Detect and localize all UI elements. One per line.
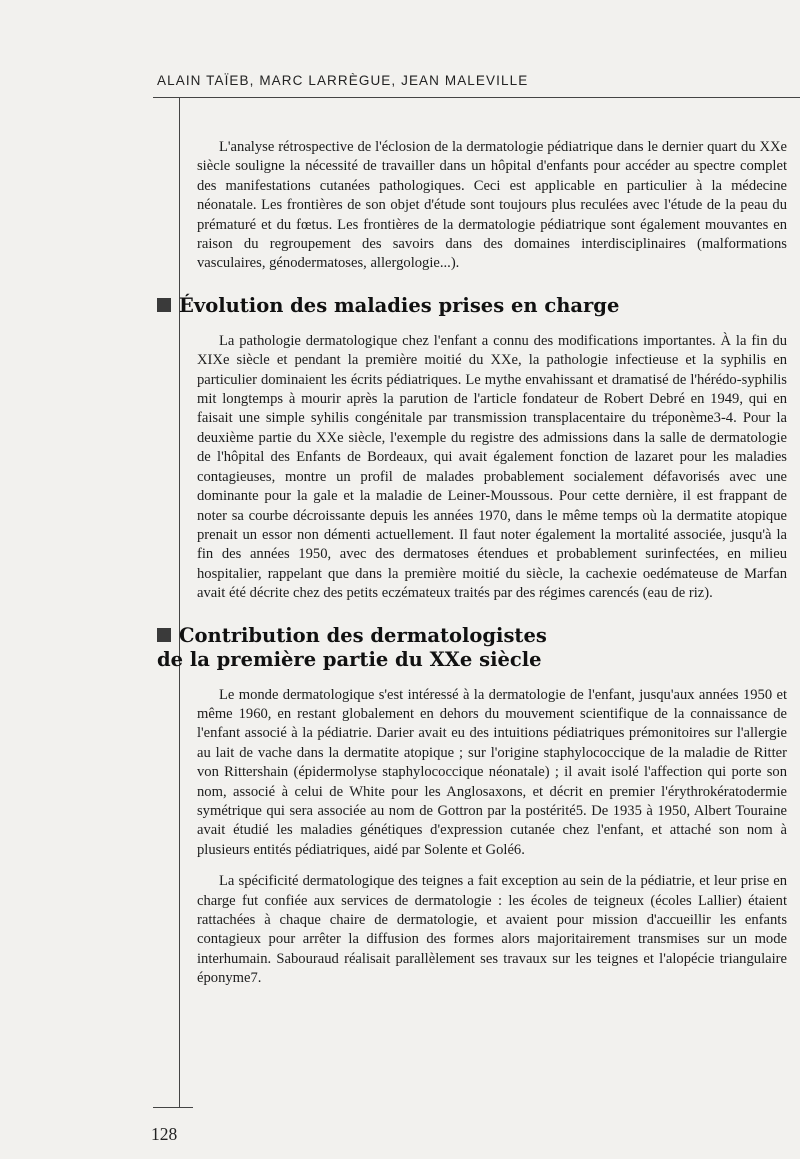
body-text (157, 138, 787, 989)
page-number: 128 (151, 1124, 178, 1144)
contribution-paragraph-1: Le monde dermatologique s'est intéressé à la dermatologie de l'enfant, jusqu'aux années 1950 et même 1960, en restant globalement en dehors du mouvement scientifique de la connaissance de l'enfant associé à la pédiatrie. Darier avait eu des intuitions pédiatriques prémonitoires sur l'allergie au lait de vache dans la dermatite atopique ; sur l'origine staphylococcique de la maladie de Ritter von Rittershain (épidermolyse staphylococcique néonatale) ; il avait isolé l'affection qui porte son nom, associé à celui de White pour les Anglosaxons, et décrit en premier l'érythrokératodermie symétrique qui sera associée au nom de Gottron par la postérité5. De 1935 à 1950, Albert Touraine avait étudié les maladies génétiques d'expression cutanée chez l'enfant, et attaché son nom à plusieurs entités pédiatriques, aidé par Solente et Golé6. (197, 686, 787, 858)
section-heading-evolution (157, 294, 787, 318)
running-header-authors: ALAIN TAÏEB, MARC LARRÈGUE, JEAN MALEVILLE (157, 73, 529, 88)
section-heading-contribution (157, 624, 787, 672)
footer-rule (153, 1107, 193, 1108)
contribution-paragraph-2: La spécificité dermatologique des teignes a fait exception au sein de la pédiatrie, et leur prise en charge fut confiée aux services de dermatologie : les écoles de teigneux (écoles Lallier) étaient rattachées à chaque chaire de dermatologie, et avaient pour mission d'accueillir les enfants contagieux pour arrêter la diffusion des formes alors majoritairement transmises sur un mode interhumain. Sabouraud réalisait parallèlement ses travaux sur les teignes et l'alopécie triangulaire éponyme7. (197, 873, 787, 987)
margin-rule (179, 98, 180, 1108)
square-bullet-icon (157, 298, 171, 312)
section-heading-contribution-line1: Contribution des dermatologistes (179, 623, 547, 647)
evolution-paragraph: La pathologie dermatologique chez l'enfant a connu des modifications importantes. À la fin du XIXe siècle et pendant la première moitié du XXe, la pathologie infectieuse et la syphilis en particulier dominaient les écrits pédiatriques. Le mythe envahissant et dramatisé de l'hérédo-syphilis mit longtemps à mourir après la parution de l'article fondateur de Robert Debré en 1949, qui en faisait une simple syhilis congénitale par transmission transplacentaire du tréponème3-4. Pour la deuxième partie du XXe siècle, l'exemple du registre des admissions dans la salle de dermatologie de l'hôpital des Enfants de Bordeaux, qui avait également fonction de lazaret pour les maladies contagieuses, montre un profil de malades probablement socialement défavorisés avec une dominante pour la gale et la maladie de Leiner-Moussous. Pour cette dernière, il est frappant de noter sa courbe décroissante depuis les années 1970, dans le même temps où la dermatite atopique prenait un essor non démenti actuellement. Il faut noter également la mortalité associée, jusqu'à la fin des années 1950, avec des dermatoses étendues et probablement surinfectées, en milieu hospitalier, rappelant que dans la première moitié du siècle, la cachexie oedémateuse de Marfan avait été décrite chez des petits eczémateux traités par des régimes carencés (eau de riz). (197, 332, 787, 602)
square-bullet-icon (157, 628, 171, 642)
header-rule (153, 97, 800, 98)
intro-paragraph: L'analyse rétrospective de l'éclosion de la dermatologie pédiatrique dans le dernier quart du XXe siècle souligne la nécessité de travailler dans un hôpital d'enfants pour accéder au spectre complet des manifestations cutanées pathologiques. Ceci est applicable en particulier à la médecine néonatale. Les frontières de son objet d'étude sont toujours plus reculées avec l'étude de la peau du prématuré et du fœtus. Les frontières de la dermatologie pédiatrique sont également mouvantes en raison du regroupement des savoirs dans des domaines interdisciplinaires (malformations vasculaires, génodermatoses, allergologie...). (197, 139, 787, 272)
section-heading-contribution-line2: de la première partie du XXe siècle (157, 647, 542, 671)
section-heading-evolution-text: Évolution des maladies prises en charge (179, 293, 620, 317)
